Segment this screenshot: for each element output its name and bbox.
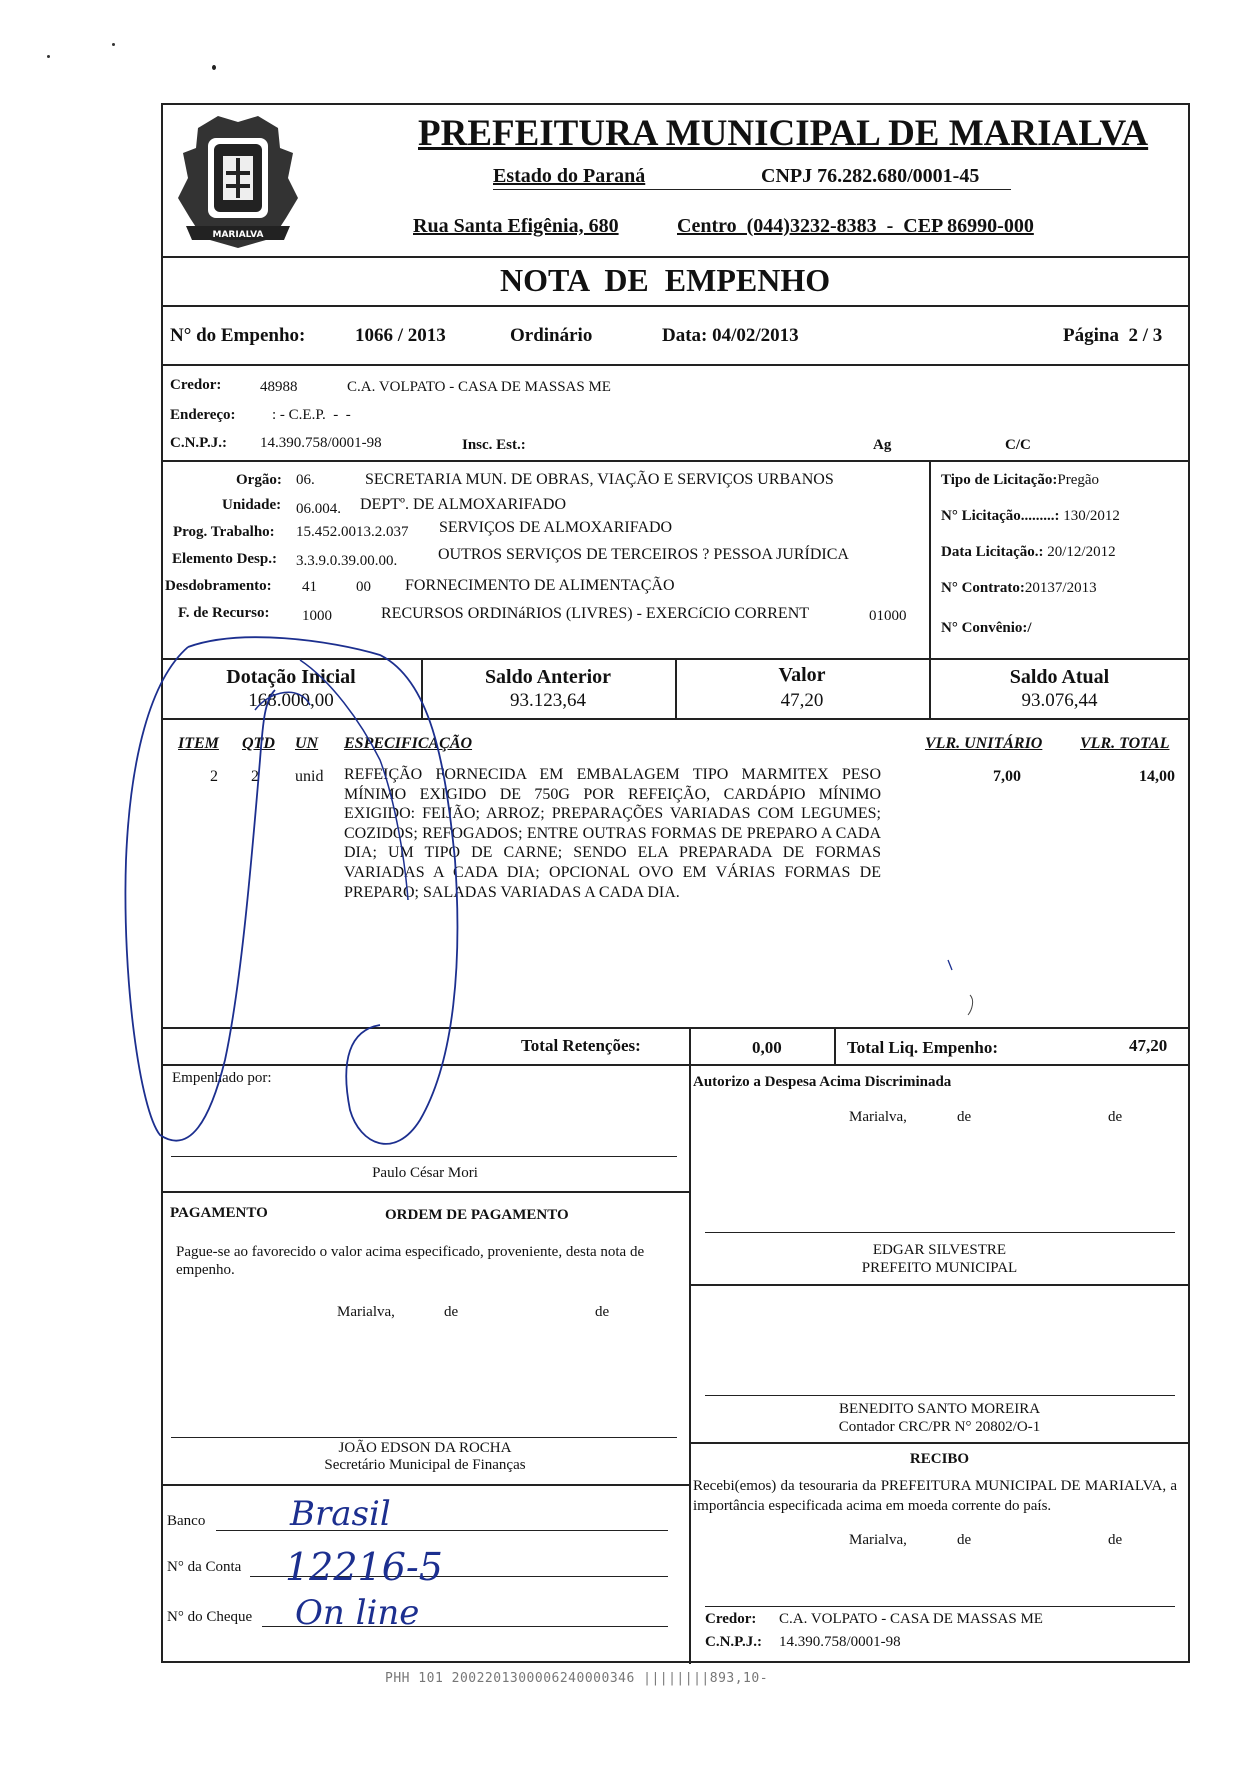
signature-line (705, 1606, 1175, 1607)
empenhado-signer: Paulo César Mori (372, 1165, 478, 1181)
credor-cnpj-value: 14.390.758/0001-98 (260, 435, 382, 451)
col-un: UN (295, 735, 319, 752)
rule (161, 1191, 689, 1193)
credor-code: 48988 (260, 379, 298, 395)
header-cnpj-rule (493, 189, 1011, 190)
liq-empenho-value: 47,20 (1129, 1036, 1168, 1055)
retencoes-label: Total Retenções: (521, 1036, 641, 1055)
municipality-title: PREFEITURA MUNICIPAL DE MARIALVA (418, 113, 1149, 154)
unidade-desc: DEPTº. DE ALMOXARIFADO (360, 496, 566, 513)
num-licitacao-value: 130/2012 (1063, 508, 1120, 524)
contrato-value: 20137/2013 (1024, 580, 1097, 596)
tipo-licitacao-value: Pregão (1057, 472, 1100, 488)
rule (689, 1064, 691, 1664)
rule (689, 1442, 1190, 1444)
rule (689, 1027, 691, 1064)
recurso-label: F. de Recurso: (178, 605, 270, 621)
desdobramento-code1: 41 (302, 579, 317, 595)
footer-code: PHH 101 2002201300006240000346 ||||||||893,10- (385, 1671, 769, 1686)
recurso-desc: RECURSOS ORDINáRIOS (LIVRES) - EXERCíCIO CORRENT (381, 605, 810, 622)
insc-est-label: Insc. Est.: (462, 437, 526, 453)
secretario-name: JOÃO EDSON DA ROCHA (338, 1440, 512, 1456)
header-address: Rua Santa Efigênia, 680 (413, 215, 619, 237)
doc-title: NOTA DE EMPENHO (500, 262, 831, 298)
scan-speck (112, 43, 115, 46)
prog-desc: SERVIÇOS DE ALMOXARIFADO (439, 519, 673, 536)
saldo-atual-value: 93.076,44 (1021, 690, 1098, 711)
liq-empenho-label: Total Liq. Empenho: (847, 1038, 998, 1057)
desdobramento-code2: 00 (356, 579, 371, 595)
contrato-label: N° Contrato:20137/2013 (941, 580, 1097, 596)
prog-label: Prog. Trabalho: (173, 524, 275, 540)
autorizo-city: Marialva, (849, 1109, 907, 1125)
crest-banner-text: MARIALVA (212, 230, 264, 240)
header-contact: Centro (044)3232-8383 - CEP 86990-000 (677, 215, 1034, 237)
rule (161, 1027, 1190, 1029)
recibo-credor-label: Credor: (705, 1611, 757, 1627)
recibo-cnpj-label: C.N.P.J.: (705, 1634, 762, 1650)
credor-cnpj-label: C.N.P.J.: (170, 435, 227, 451)
saldo-anterior-value: 93.123,64 (510, 690, 586, 711)
orgao-desc: SECRETARIA MUN. DE OBRAS, VIAÇÃO E SERVIÇOS URBANOS (365, 471, 834, 488)
item-total-value: 14,00 (1139, 768, 1175, 785)
data-licitacao-label: Data Licitação.: 20/12/2012 (941, 544, 1116, 560)
rule (929, 460, 931, 658)
signature-line (705, 1232, 1175, 1233)
municipal-crest-icon (168, 108, 308, 258)
col-qtd: QTD (242, 735, 275, 752)
rule (161, 718, 1190, 720)
num-licitacao-label: N° Licitação.........: 130/2012 (941, 508, 1120, 524)
signature-line (705, 1395, 1175, 1396)
ordem-pagamento-title: ORDEM DE PAGAMENTO (385, 1207, 569, 1223)
elemento-code: 3.3.9.0.39.00.00. (296, 553, 398, 569)
convenio-label: N° Convênio:/ (941, 620, 1032, 636)
item-qtd: 2 (251, 768, 259, 785)
elemento-label: Elemento Desp.: (172, 551, 277, 567)
autorizo-de1: de (957, 1109, 972, 1125)
saldo-anterior-label: Saldo Anterior (484, 666, 612, 688)
page-number: Página 2 / 3 (1063, 325, 1163, 346)
contador-role: Contador CRC/PR N° 20802/O-1 (838, 1419, 1041, 1435)
pagamento-de1: de (444, 1304, 459, 1320)
conta-handwritten: 12216-5 (285, 1545, 443, 1589)
empenho-label: N° do Empenho: (170, 325, 306, 346)
rule (161, 305, 1190, 307)
recibo-de2: de (1108, 1532, 1123, 1548)
elemento-desc: OUTROS SERVIÇOS DE TERCEIROS ? PESSOA JURÍDICA (438, 546, 849, 563)
recibo-cnpj-value: 14.390.758/0001-98 (779, 1634, 901, 1650)
contador-name: BENEDITO SANTO MOREIRA (838, 1401, 1041, 1417)
endereco-label: Endereço: (170, 407, 236, 423)
recibo-credor-value: C.A. VOLPATO - CASA DE MASSAS ME (779, 1611, 1043, 1627)
rule (161, 364, 1190, 366)
item-unit-value: 7,00 (993, 768, 1021, 785)
item-number: 2 (210, 768, 218, 785)
rule (161, 1064, 1190, 1066)
recurso-code: 1000 (302, 608, 332, 624)
banco-handwritten: Brasil (290, 1494, 391, 1534)
tipo-licitacao-label: Tipo de Licitação:Pregão (941, 472, 1100, 488)
dotacao-inicial-value: 168.000,00 (248, 690, 334, 711)
empenho-type: Ordinário (510, 325, 593, 346)
rule (161, 460, 1190, 462)
recibo-city: Marialva, (849, 1532, 907, 1548)
prefeito-name: EDGAR SILVESTRE (872, 1242, 1007, 1258)
scan-speck (47, 55, 50, 58)
rule (161, 1484, 689, 1486)
col-item: ITEM (178, 735, 219, 752)
pagamento-city: Marialva, (337, 1304, 395, 1320)
recibo-de1: de (957, 1532, 972, 1548)
prog-code: 15.452.0013.2.037 (296, 524, 409, 540)
endereco-value: : - C.E.P. - - (272, 407, 351, 423)
signature-line (171, 1156, 677, 1157)
orgao-label: Orgão: (236, 472, 282, 488)
cc-label: C/C (1005, 437, 1031, 453)
autorizo-de2: de (1108, 1109, 1123, 1125)
retencoes-value: 0,00 (752, 1038, 782, 1057)
valor-value: 47,20 (780, 690, 824, 711)
header-cnpj: CNPJ 76.282.680/0001-45 (761, 165, 980, 187)
empenho-date: Data: 04/02/2013 (662, 325, 799, 346)
item-un: unid (295, 768, 324, 785)
col-unit-value: VLR. UNITÁRIO (925, 735, 1043, 752)
banco-label: Banco (167, 1513, 206, 1529)
credor-name: C.A. VOLPATO - CASA DE MASSAS ME (347, 379, 611, 395)
valor-label: Valor (778, 664, 826, 686)
recibo-title: RECIBO (909, 1451, 970, 1467)
pagamento-text: Pague-se ao favorecido o valor acima especificado, proveniente, desta nota de empenho. (176, 1244, 645, 1278)
data-licitacao-value: 20/12/2012 (1047, 544, 1116, 560)
col-spec: ESPECIFICAÇÃO (344, 735, 473, 752)
credor-label: Credor: (170, 377, 222, 393)
banco-line (216, 1530, 668, 1531)
unidade-label: Unidade: (222, 497, 282, 513)
empenho-number: 1066 / 2013 (355, 325, 446, 346)
prefeito-role: PREFEITO MUNICIPAL (861, 1260, 1018, 1276)
saldo-atual-label: Saldo Atual (1009, 666, 1110, 688)
pagamento-label: PAGAMENTO (170, 1205, 268, 1221)
pagamento-de2: de (595, 1304, 610, 1320)
secretario-role: Secretário Municipal de Finanças (324, 1457, 526, 1473)
ag-label: Ag (873, 437, 892, 453)
rule (689, 1284, 1190, 1286)
dotacao-inicial-label: Dotação Inicial (226, 666, 356, 688)
scan-speck (212, 65, 216, 70)
rule (834, 1027, 836, 1064)
recibo-text: Recebi(emos) da tesouraria da PREFEITURA MUNICIPAL DE MARIALVA, a importância especificada acima em moeda corrente do país. (693, 1478, 1177, 1514)
cheque-label: N° do Cheque (167, 1609, 253, 1625)
conta-label: N° da Conta (167, 1559, 242, 1575)
autorizo-title: Autorizo a Despesa Acima Discriminada (693, 1074, 952, 1090)
empenhado-label: Empenhado por: (172, 1070, 272, 1086)
desdobramento-desc: FORNECIMENTO DE ALIMENTAÇÃO (405, 577, 675, 594)
desdobramento-label: Desdobramento: (165, 578, 272, 594)
orgao-code: 06. (296, 472, 315, 488)
cheque-handwritten: On line (295, 1593, 420, 1633)
item-spec: REFEIÇÃO FORNECIDA EM EMBALAGEM TIPO MARMITEX PESO MÍNIMO EXIGIDO DE 750G POR REFEIÇÃO, CARDÁPIO MÍNIMO EXIGIDO: FEIJÃO; ARROZ; PREPARAÇÕES VARIADAS COM LEGUMES; COZIDOS; REFOGADOS; ENTRE OUTRAS FORMAS DE PREPARO A CADA DIA; UM TIPO DE CARNE; SENDO ELA PREPARADA DE FORMAS VARIADAS A CADA DIA; OPCIONAL OVO EM VÁRIAS FORMAS DE PREPARO; SALADAS VARIADAS A CADA DIA. (344, 766, 881, 901)
state-name: Estado do Paraná (493, 165, 646, 187)
recurso-extra: 01000 (869, 608, 907, 624)
col-total-value: VLR. TOTAL (1080, 735, 1170, 752)
unidade-code: 06.004. (296, 501, 341, 517)
rule (161, 256, 1190, 258)
signature-line (171, 1437, 677, 1438)
